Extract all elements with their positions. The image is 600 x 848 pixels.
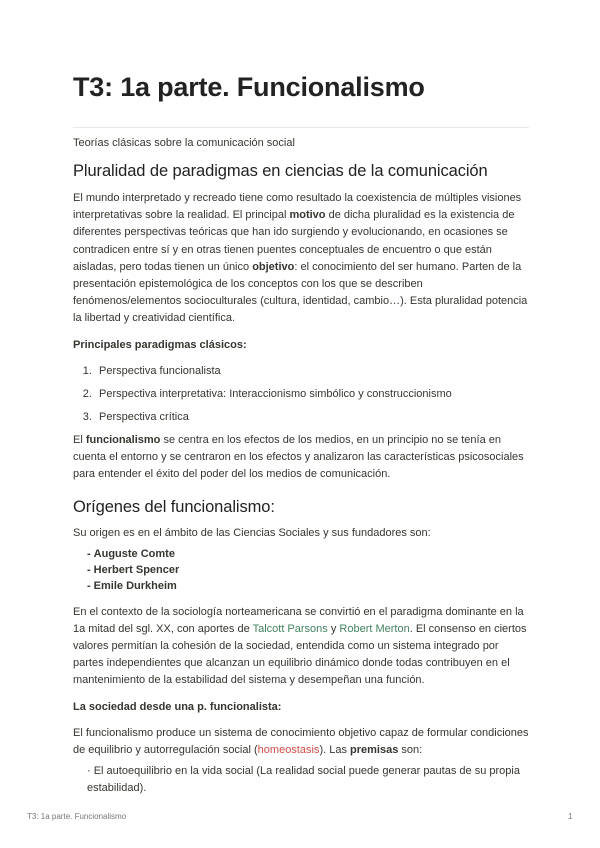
text-run: El [73, 433, 86, 446]
founder-name: Auguste Comte [93, 547, 175, 560]
list-item: 3. Perspectiva crítica [95, 409, 529, 426]
text-run: El mundo interpretado y recreado tiene como resultado la coexistencia de múltiples visiones interpretativas sobre la realidad. El principal [73, 192, 522, 222]
paragraph-origen: Su origen es en el ámbito de las Ciencias Sociales y sus fundadores son: [73, 527, 431, 540]
paragraph-pluralidad [73, 190, 529, 328]
dash-bullet: - [87, 547, 91, 560]
founders-list [73, 546, 529, 595]
list-item [87, 578, 529, 594]
section-heading-paradigmas: Pluralidad de paradigmas en ciencias de la comunicación [73, 162, 488, 180]
bold-term-funcionalismo: funcionalismo [85, 433, 161, 446]
text-run: En el contexto de la sociología norteamericana se convirtió en el paradigma dominante en la 1a mitad del sgl. XX, con aportes de [73, 605, 524, 635]
list-item [87, 546, 529, 562]
page-number: 1 [568, 812, 573, 821]
bold-term-premisas: premisas [350, 743, 399, 756]
paragraph-funcionalismo [73, 432, 529, 484]
text-run: El funcionalismo produce un sistema de conocimiento objetivo capaz de formular condiciones de equilibrio y autorregulación social ( [73, 726, 529, 756]
text-run: se centra en los efectos de los medios, en un principio no se tenía en cuenta el entorno y se centraron en los efectos y analizaron las características psicosociales para entender el éxito del poder del los medios de comunicación. [73, 433, 524, 481]
list-title-paradigmas: Principales paradigmas clásicos: [73, 338, 247, 351]
paragraph-sociedad [73, 725, 529, 759]
founder-name: Emile Durkheim [93, 580, 177, 593]
text-run: ). Las [319, 743, 351, 756]
list-item: 1. Perspectiva funcionalista [95, 363, 529, 380]
document-body [73, 162, 529, 798]
premise-item: · El autoequilibrio en la vida social (La realidad social puede generar pautas de su propia estabilidad). [87, 765, 520, 795]
title-divider [73, 127, 529, 128]
name-talcott-parsons: Talcott Parsons [252, 622, 328, 635]
bold-term-objetivo: objetivo [252, 260, 295, 273]
page-title: T3: 1a parte. Funcionalismo [73, 72, 425, 102]
footer-title: T3: 1a parte. Funcionalismo [27, 812, 127, 821]
name-robert-merton: Robert Merton [339, 622, 410, 635]
section-heading-origenes: Orígenes del funcionalismo: [73, 498, 275, 517]
text-run: y [327, 622, 340, 635]
paradigm-list [73, 363, 529, 426]
dash-bullet: - [87, 580, 91, 593]
heading-sociedad: La sociedad desde una p. funcionalista: [73, 700, 282, 713]
page-subtitle: Teorías clásicas sobre la comunicación social [73, 137, 295, 149]
text-run: : el conocimiento del ser humano. Parten de la presentación epistemológica de los conceptos con los que se describen fenómenos/elementos socioculturales (cultura, identidad, cambio…). Esta pluralidad potencia la libertad y creatividad científica. [73, 260, 528, 325]
paragraph-contexto [73, 604, 529, 690]
text-run: . El consenso en ciertos valores permitían la cohesión de la sociedad, entendida como un sistema integrado por partes independientes que alcanzan un equilibrio dinámico donde todas contribuyen en el mantenimiento de la estabilidad del sistema y desempeñan una función. [73, 622, 527, 687]
bold-term-motivo: motivo [289, 209, 326, 222]
founder-name: Herbert Spencer [93, 563, 180, 576]
list-item: 2. Perspectiva interpretativa: Interaccionismo simbólico y construccionismo [95, 386, 529, 403]
term-homeostasis: homeostasis [257, 743, 320, 756]
list-item [87, 562, 529, 578]
text-run: de dicha pluralidad es la existencia de diferentes perspectivas teóricas que han ido surgiendo y evolucionando, en ocasiones se contradicen entre sí y en otras tienen puentes conceptuales de encuentro o que están aisladas, pero todas tienen un único [73, 209, 515, 273]
text-run: son: [398, 743, 423, 756]
dash-bullet: - [87, 563, 91, 576]
